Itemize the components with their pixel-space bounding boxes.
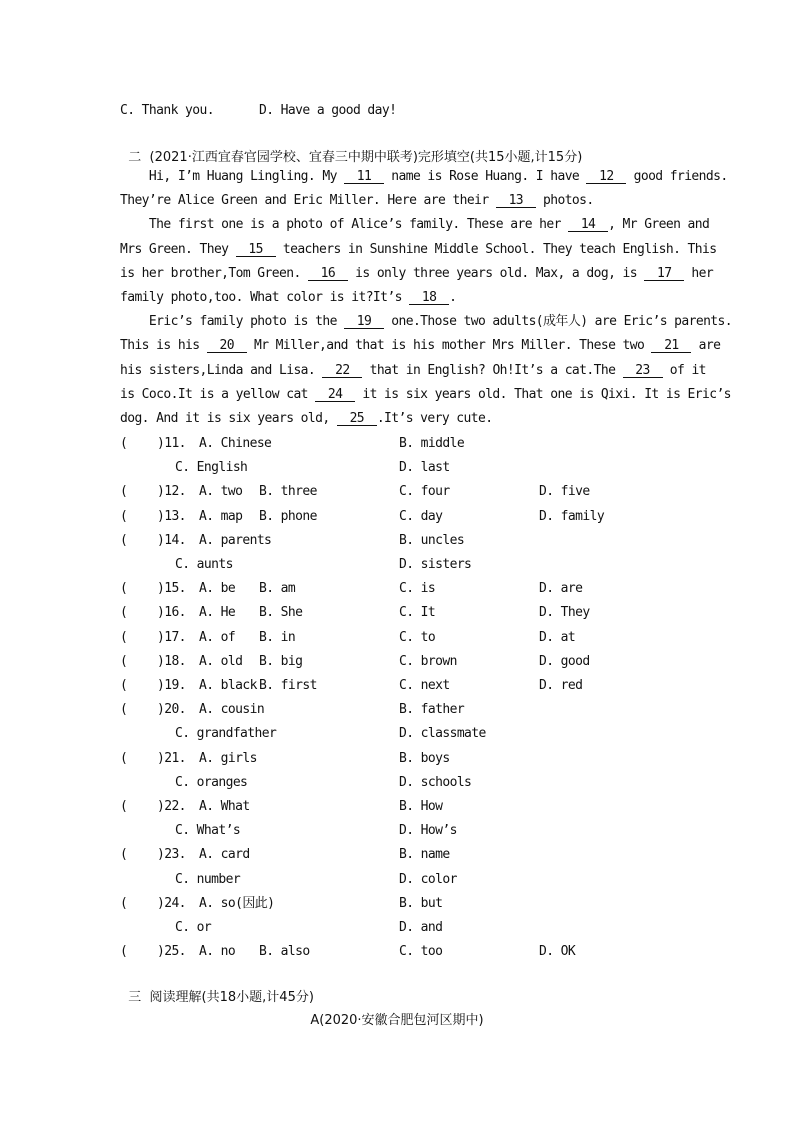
answer-paren[interactable]: ( <box>120 750 128 766</box>
option-d: D. last <box>399 460 450 476</box>
option-b: B. father <box>399 702 465 718</box>
blank-11[interactable]: 11 <box>344 170 384 184</box>
passage-text: family photo,too. What color is it?It’s <box>120 290 410 305</box>
passage-text: his sisters,Linda and Lisa. <box>120 362 323 378</box>
question-number: )19. <box>157 678 186 693</box>
option-b: B. in <box>259 629 296 645</box>
passage-text: , Mr Green and <box>608 217 710 233</box>
option-b: B. uncles <box>399 532 465 548</box>
option-c: C. day <box>399 508 443 524</box>
option-d: D. How’s <box>399 823 457 839</box>
option-a: A. girls <box>199 750 257 766</box>
blank-21[interactable]: 21 <box>651 339 691 353</box>
blank-24[interactable]: 24 <box>315 388 355 402</box>
option-a: A. so(因此) <box>199 895 275 911</box>
option-c: C. is <box>399 581 436 597</box>
blank-12[interactable]: 12 <box>586 170 626 184</box>
passage-line <box>120 338 720 354</box>
passage-text: teachers in Sunshine Middle School. They teach English. This <box>275 241 717 257</box>
option-a: A. card <box>199 847 250 863</box>
answer-paren[interactable]: ( <box>120 581 128 597</box>
option-d: D. are <box>539 581 583 597</box>
option-c: C. oranges <box>175 774 248 790</box>
option-b: B. also <box>259 944 310 960</box>
answer-paren[interactable]: ( <box>120 895 128 911</box>
option-b: B. am <box>259 581 296 597</box>
question-number: )18. <box>157 653 186 669</box>
option-a: A. parents <box>199 532 272 548</box>
option-c: C. brown <box>399 653 457 669</box>
option-a: A. Chinese <box>199 436 272 451</box>
option-a: A. be <box>199 581 236 597</box>
option-c: C. next <box>399 678 450 693</box>
question-number: )25. <box>157 944 186 960</box>
option-d: D. OK <box>539 944 576 960</box>
option-a: A. He <box>199 605 236 621</box>
option-b: B. name <box>399 847 450 863</box>
answer-paren[interactable]: ( <box>120 847 128 863</box>
passage-text: of it <box>662 362 706 378</box>
blank-15[interactable]: 15 <box>236 243 276 257</box>
passage-text: her <box>684 265 714 281</box>
option-c: C. aunts <box>175 557 233 572</box>
option-d: D. schools <box>399 774 472 790</box>
option-c: C. English <box>175 460 248 476</box>
blank-19[interactable]: 19 <box>344 315 384 329</box>
blank-14[interactable]: 14 <box>568 218 608 232</box>
passage-text: Mrs Green. They <box>120 241 236 257</box>
option-c: C. to <box>399 629 436 645</box>
passage-text: is Coco.It is a yellow cat <box>120 386 316 402</box>
question-number: )12. <box>157 484 186 500</box>
blank-13[interactable]: 13 <box>496 194 536 208</box>
answer-paren[interactable]: ( <box>120 508 128 524</box>
option-d: D. color <box>399 871 457 887</box>
passage-text: dog. And it is six years old, <box>120 411 337 426</box>
option-b: B. middle <box>399 436 465 451</box>
answer-paren[interactable]: ( <box>120 799 128 814</box>
answer-paren[interactable]: ( <box>120 484 128 500</box>
passage-text: good friends. <box>626 169 728 184</box>
blank-20[interactable]: 20 <box>207 339 247 353</box>
answer-paren[interactable]: ( <box>120 629 128 645</box>
blank-18[interactable]: 18 <box>409 291 449 305</box>
option-c: C. too <box>399 944 443 960</box>
answer-paren[interactable]: ( <box>120 532 128 548</box>
option-c: C. Thank you. <box>120 103 214 118</box>
passage-text: name is Rose Huang. I have <box>384 169 587 184</box>
passage-text: one.Those two adults(成年人) are Eric’s parents. <box>384 314 732 330</box>
section-number: 二 <box>128 150 142 165</box>
option-d: D. good <box>539 653 590 669</box>
passage-line <box>120 217 709 233</box>
question-number: )22. <box>157 799 186 814</box>
question-number: )23. <box>157 847 186 863</box>
passage-text: They’re Alice Green and Eric Miller. Here are their <box>120 193 496 209</box>
option-d: D. classmate <box>399 726 486 742</box>
option-b: B. phone <box>259 508 317 524</box>
question-number: )21. <box>157 750 186 766</box>
passage-text: .It’s very cute. <box>376 411 493 426</box>
passage-line <box>120 242 716 258</box>
option-a: A. no <box>199 944 236 960</box>
option-d: D. They <box>539 605 590 621</box>
passage-line <box>120 411 492 427</box>
passage-line <box>120 169 728 185</box>
passage-text: is her brother,Tom Green. <box>120 265 308 281</box>
passage-text: . <box>449 290 457 305</box>
blank-16[interactable]: 16 <box>308 267 348 281</box>
blank-17[interactable]: 17 <box>644 267 684 281</box>
option-a: A. What <box>199 799 250 814</box>
option-a: A. old <box>199 653 243 669</box>
section-title: 阅读理解(共18小题,计45分) <box>149 990 314 1005</box>
question-number: )15. <box>157 581 186 597</box>
answer-paren[interactable]: ( <box>120 702 128 718</box>
option-d: D. sisters <box>399 557 472 572</box>
option-b: B. She <box>259 605 303 621</box>
question-number: )16. <box>157 605 186 621</box>
option-c: C. four <box>399 484 450 500</box>
passage-text: The first one is a photo of Alice’s family. These are her <box>120 217 569 233</box>
question-number: )20. <box>157 702 186 718</box>
answer-paren[interactable]: ( <box>120 678 128 693</box>
question-number: )24. <box>157 895 186 911</box>
blank-25[interactable]: 25 <box>337 412 377 426</box>
passage-text: photos. <box>535 193 594 209</box>
option-c: C. What’s <box>175 823 241 839</box>
option-d: D. Have a good day! <box>259 103 397 118</box>
option-b: B. but <box>399 895 443 911</box>
option-a: A. two <box>199 484 243 500</box>
option-a: A. cousin <box>199 702 265 718</box>
passage-text: it is six years old. That one is Qixi. It is Eric’s <box>355 386 731 402</box>
passage-line <box>120 387 731 403</box>
option-d: D. family <box>539 508 605 524</box>
section-heading-3 <box>120 974 314 1006</box>
option-d: D. and <box>399 920 443 935</box>
question-number: )14. <box>157 532 186 548</box>
option-b: B. boys <box>399 750 450 766</box>
option-a: A. map <box>199 508 243 524</box>
option-b: B. How <box>399 799 443 814</box>
question-number: )17. <box>157 629 186 645</box>
passage-line <box>120 363 706 379</box>
option-b: B. first <box>259 678 317 693</box>
option-a: A. black <box>199 678 257 693</box>
option-d: D. five <box>539 484 590 500</box>
blank-22[interactable]: 22 <box>322 364 362 378</box>
question-number: )11. <box>157 436 186 451</box>
passage-text: that in English? Oh!It’s a cat.The <box>362 362 623 378</box>
passage-line <box>120 193 594 209</box>
passage-line <box>120 314 732 330</box>
option-d: D. at <box>539 629 576 645</box>
option-c: C. or <box>175 920 212 935</box>
passage-text: Mr Miller,and that is his mother Mrs Miller. These two <box>246 338 652 354</box>
answer-paren[interactable]: ( <box>120 605 128 621</box>
passage-text: are <box>691 338 721 354</box>
passage-line <box>120 266 713 282</box>
section-heading-2 <box>120 134 582 166</box>
option-b: B. big <box>259 653 303 669</box>
option-d: D. red <box>539 678 583 693</box>
blank-23[interactable]: 23 <box>623 364 663 378</box>
reading-subheading: A(2020·安徽合肥包河区期中) <box>310 1013 484 1028</box>
option-a: A. of <box>199 629 236 645</box>
passage-text: Eric’s family photo is the <box>120 314 345 330</box>
passage-line <box>120 290 456 306</box>
option-c: C. number <box>175 871 241 887</box>
top-options-row <box>120 103 397 119</box>
passage-text: Hi, I’m Huang Lingling. My <box>120 169 345 184</box>
option-c: C. It <box>399 605 436 621</box>
passage-text: This is his <box>120 338 207 354</box>
section-title: (2021·江西宜春官园学校、宜春三中期中联考)完形填空(共15小题,计15分) <box>149 150 583 165</box>
answer-paren[interactable]: ( <box>120 653 128 669</box>
answer-paren[interactable]: ( <box>120 944 128 960</box>
passage-text: is only three years old. Max, a dog, is <box>347 265 645 281</box>
option-b: B. three <box>259 484 317 500</box>
question-number: )13. <box>157 508 186 524</box>
option-c: C. grandfather <box>175 726 277 742</box>
answer-paren[interactable]: ( <box>120 436 128 451</box>
section-number: 三 <box>128 990 142 1005</box>
